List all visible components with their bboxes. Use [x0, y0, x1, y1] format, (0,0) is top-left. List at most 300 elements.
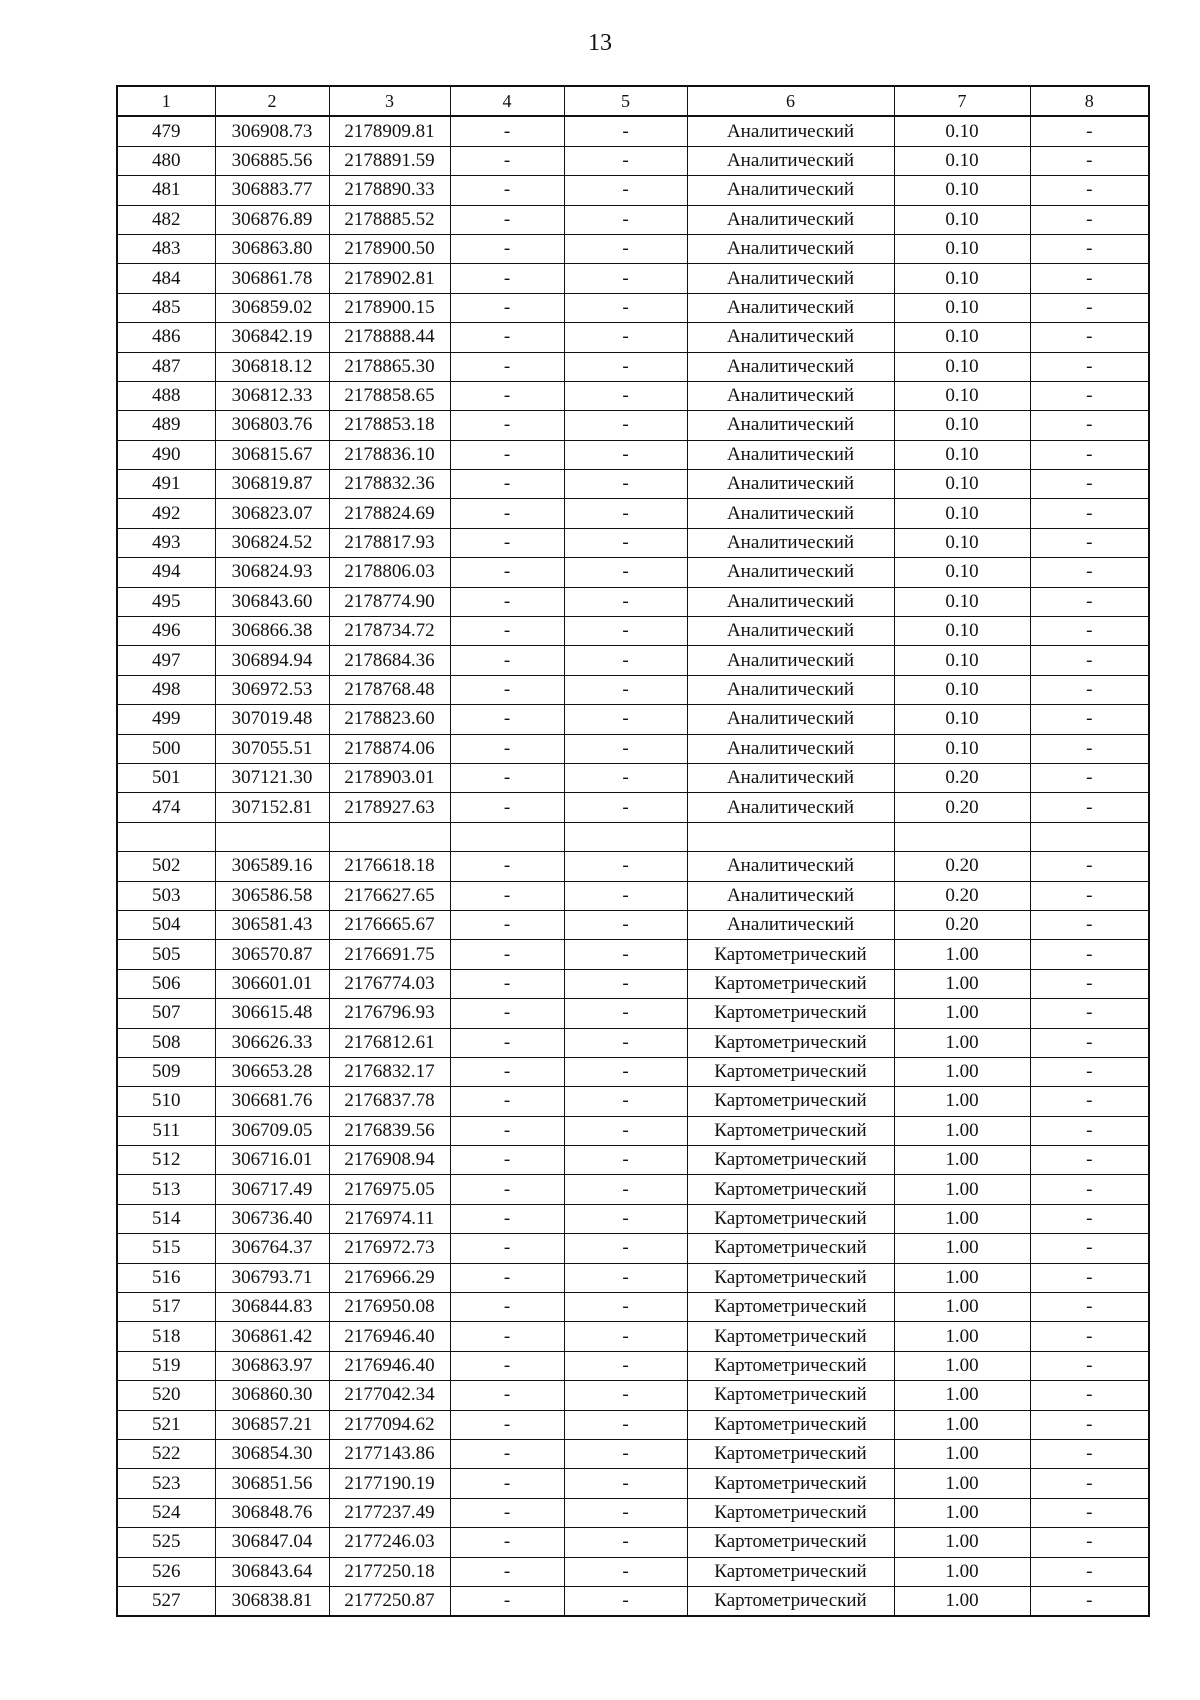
table-row — [117, 1528, 1149, 1557]
cell-col-4-value: - — [450, 940, 564, 969]
cell-col-4-value: - — [450, 176, 564, 205]
cell-x-coordinate: 307055.51 — [215, 734, 329, 763]
cell-col-8-value: - — [1030, 881, 1149, 910]
cell-point-number: 479 — [117, 116, 215, 146]
column-header-7: 7 — [894, 86, 1030, 116]
cell-col-5-value: - — [564, 528, 687, 557]
cell-y-coordinate: 2176665.67 — [329, 910, 450, 939]
cell-col-5-value: - — [564, 1557, 687, 1586]
cell-col-5-value: - — [564, 910, 687, 939]
cell-accuracy: 1.00 — [894, 999, 1030, 1028]
cell-y-coordinate: 2176837.78 — [329, 1087, 450, 1116]
cell-accuracy: 0.10 — [894, 264, 1030, 293]
table-row — [117, 675, 1149, 704]
cell-accuracy: 1.00 — [894, 1263, 1030, 1292]
table-row — [117, 1557, 1149, 1586]
cell-y-coordinate: 2178853.18 — [329, 411, 450, 440]
cell-method: Аналитический — [687, 852, 894, 881]
cell-y-coordinate: 2176691.75 — [329, 940, 450, 969]
cell-method: Картометрический — [687, 1586, 894, 1616]
cell-col-8-value: - — [1030, 234, 1149, 263]
cell-accuracy: 1.00 — [894, 1293, 1030, 1322]
table-row — [117, 852, 1149, 881]
header-row — [117, 86, 1149, 116]
cell-y-coordinate: 2176796.93 — [329, 999, 450, 1028]
cell-col-8-value: - — [1030, 1586, 1149, 1616]
cell-accuracy: 1.00 — [894, 1175, 1030, 1204]
cell-col-5-value: - — [564, 763, 687, 792]
cell-x-coordinate: 307152.81 — [215, 793, 329, 822]
cell-col-8-value: - — [1030, 1087, 1149, 1116]
cell-y-coordinate: 2178888.44 — [329, 323, 450, 352]
cell-x-coordinate: 306859.02 — [215, 293, 329, 322]
cell-col-5-value: - — [564, 499, 687, 528]
cell-y-coordinate: 2178832.36 — [329, 470, 450, 499]
cell-col-4-value: - — [450, 910, 564, 939]
cell-col-8-value: - — [1030, 1146, 1149, 1175]
cell-method: Аналитический — [687, 763, 894, 792]
cell-col-8-value: - — [1030, 293, 1149, 322]
cell-col-4-value: - — [450, 734, 564, 763]
table-row — [117, 1087, 1149, 1116]
cell-col-4-value: - — [450, 352, 564, 381]
cell-method: Картометрический — [687, 1263, 894, 1292]
cell-accuracy: 0.10 — [894, 558, 1030, 587]
cell-x-coordinate: 306824.52 — [215, 528, 329, 557]
cell-col-4-value: - — [450, 1175, 564, 1204]
cell-accuracy: 0.10 — [894, 528, 1030, 557]
cell-method: Аналитический — [687, 646, 894, 675]
cell-col-4-value: - — [450, 852, 564, 881]
cell-accuracy: 0.10 — [894, 440, 1030, 469]
cell-point-number: 496 — [117, 617, 215, 646]
cell-method: Картометрический — [687, 1410, 894, 1439]
cell-y-coordinate: 2178836.10 — [329, 440, 450, 469]
cell-point-number: 502 — [117, 852, 215, 881]
cell-point-number: 503 — [117, 881, 215, 910]
cell-method: Аналитический — [687, 440, 894, 469]
cell-col-5-value: - — [564, 1322, 687, 1351]
cell-col-4-value: - — [450, 999, 564, 1028]
cell-x-coordinate: 306581.43 — [215, 910, 329, 939]
table-row — [117, 558, 1149, 587]
cell-col-5-value: - — [564, 558, 687, 587]
cell-point-number: 522 — [117, 1439, 215, 1468]
cell-y-coordinate: 2176974.11 — [329, 1204, 450, 1233]
table-row — [117, 1028, 1149, 1057]
cell-y-coordinate: 2177250.87 — [329, 1586, 450, 1616]
cell-y-coordinate: 2176950.08 — [329, 1293, 450, 1322]
cell-method: Картометрический — [687, 1351, 894, 1380]
cell-method: Аналитический — [687, 470, 894, 499]
cell-col-5-value: - — [564, 1087, 687, 1116]
cell-accuracy: 1.00 — [894, 1116, 1030, 1145]
cell-col-4-value: - — [450, 1293, 564, 1322]
cell-point-number: 491 — [117, 470, 215, 499]
cell-method: Картометрический — [687, 1087, 894, 1116]
cell-col-5-value: - — [564, 1469, 687, 1498]
cell-col-8-value: - — [1030, 617, 1149, 646]
cell-point-number: 500 — [117, 734, 215, 763]
cell-accuracy: 1.00 — [894, 1322, 1030, 1351]
cell-col-8-value: - — [1030, 999, 1149, 1028]
cell-col-5-value: - — [564, 116, 687, 146]
cell-col-4-value: - — [450, 705, 564, 734]
cell-col-5-value: - — [564, 1028, 687, 1057]
cell-col-8-value: - — [1030, 205, 1149, 234]
cell-y-coordinate: 2178858.65 — [329, 381, 450, 410]
cell-y-coordinate: 2178774.90 — [329, 587, 450, 616]
table-row — [117, 1381, 1149, 1410]
cell-point-number: 480 — [117, 146, 215, 175]
cell-col-5-value: - — [564, 1528, 687, 1557]
cell-col-5-value: - — [564, 411, 687, 440]
table-row — [117, 499, 1149, 528]
cell-point-number: 504 — [117, 910, 215, 939]
table-row — [117, 1204, 1149, 1233]
cell-point-number: 515 — [117, 1234, 215, 1263]
cell-col-5-value: - — [564, 1293, 687, 1322]
cell-method: Аналитический — [687, 734, 894, 763]
cell-accuracy: 0.10 — [894, 205, 1030, 234]
cell-point-number: 482 — [117, 205, 215, 234]
cell-col-5-value: - — [564, 470, 687, 499]
cell-col-5-value: - — [564, 146, 687, 175]
cell-col-4-value: - — [450, 499, 564, 528]
table-row — [117, 116, 1149, 146]
cell-x-coordinate: 306716.01 — [215, 1146, 329, 1175]
column-header-1: 1 — [117, 86, 215, 116]
cell-point-number: 511 — [117, 1116, 215, 1145]
cell-accuracy: 0.10 — [894, 617, 1030, 646]
cell-col-8-value: - — [1030, 440, 1149, 469]
cell-col-4-value: - — [450, 646, 564, 675]
cell-col-8-value: - — [1030, 470, 1149, 499]
cell-col-8-value: - — [1030, 176, 1149, 205]
cell-x-coordinate: 306861.78 — [215, 264, 329, 293]
column-header-2: 2 — [215, 86, 329, 116]
cell-col-5-value: - — [564, 646, 687, 675]
cell-x-coordinate: 306717.49 — [215, 1175, 329, 1204]
cell-accuracy: 0.10 — [894, 176, 1030, 205]
cell-accuracy: 0.10 — [894, 470, 1030, 499]
cell-point-number: 499 — [117, 705, 215, 734]
cell-col-8-value: - — [1030, 1028, 1149, 1057]
table-row — [117, 646, 1149, 675]
cell-point-number: 508 — [117, 1028, 215, 1057]
cell-y-coordinate: 2178768.48 — [329, 675, 450, 704]
cell-method: Аналитический — [687, 587, 894, 616]
cell-col-4-value: - — [450, 234, 564, 263]
cell-point-number: 519 — [117, 1351, 215, 1380]
cell-point-number: 492 — [117, 499, 215, 528]
cell-point-number: 523 — [117, 1469, 215, 1498]
cell-x-coordinate — [215, 822, 329, 851]
cell-col-4-value: - — [450, 1322, 564, 1351]
cell-y-coordinate: 2176627.65 — [329, 881, 450, 910]
column-header-4: 4 — [450, 86, 564, 116]
cell-col-4-value: - — [450, 470, 564, 499]
cell-x-coordinate: 306863.97 — [215, 1351, 329, 1380]
cell-method: Картометрический — [687, 1322, 894, 1351]
cell-x-coordinate: 306861.42 — [215, 1322, 329, 1351]
cell-point-number: 520 — [117, 1381, 215, 1410]
table-row — [117, 1322, 1149, 1351]
cell-point-number: 516 — [117, 1263, 215, 1292]
cell-col-4-value: - — [450, 205, 564, 234]
cell-point-number: 481 — [117, 176, 215, 205]
cell-col-4-value: - — [450, 1410, 564, 1439]
cell-x-coordinate: 306860.30 — [215, 1381, 329, 1410]
cell-method: Аналитический — [687, 381, 894, 410]
table-row — [117, 176, 1149, 205]
cell-point-number: 525 — [117, 1528, 215, 1557]
cell-col-8-value: - — [1030, 1351, 1149, 1380]
cell-x-coordinate: 306812.33 — [215, 381, 329, 410]
cell-col-8-value: - — [1030, 1234, 1149, 1263]
table-row — [117, 705, 1149, 734]
cell-x-coordinate: 306736.40 — [215, 1204, 329, 1233]
cell-col-4-value: - — [450, 1528, 564, 1557]
cell-point-number: 512 — [117, 1146, 215, 1175]
cell-accuracy: 1.00 — [894, 1381, 1030, 1410]
cell-y-coordinate: 2176618.18 — [329, 852, 450, 881]
cell-col-5-value: - — [564, 440, 687, 469]
cell-accuracy: 0.20 — [894, 910, 1030, 939]
cell-col-5-value: - — [564, 381, 687, 410]
cell-x-coordinate: 306764.37 — [215, 1234, 329, 1263]
cell-method: Картометрический — [687, 1498, 894, 1527]
cell-col-8-value: - — [1030, 1557, 1149, 1586]
table-row — [117, 470, 1149, 499]
table-row — [117, 1439, 1149, 1468]
cell-x-coordinate: 306972.53 — [215, 675, 329, 704]
cell-y-coordinate: 2176966.29 — [329, 1263, 450, 1292]
cell-col-8-value: - — [1030, 1528, 1149, 1557]
cell-point-number: 489 — [117, 411, 215, 440]
cell-col-5-value: - — [564, 1175, 687, 1204]
cell-x-coordinate: 307121.30 — [215, 763, 329, 792]
cell-x-coordinate: 306883.77 — [215, 176, 329, 205]
cell-y-coordinate: 2178684.36 — [329, 646, 450, 675]
cell-accuracy: 1.00 — [894, 1028, 1030, 1057]
cell-accuracy: 0.20 — [894, 793, 1030, 822]
cell-col-4-value: - — [450, 528, 564, 557]
column-header-8: 8 — [1030, 86, 1149, 116]
table-row — [117, 440, 1149, 469]
cell-col-8-value: - — [1030, 381, 1149, 410]
cell-point-number: 510 — [117, 1087, 215, 1116]
cell-accuracy — [894, 822, 1030, 851]
table-row — [117, 1498, 1149, 1527]
cell-y-coordinate: 2176975.05 — [329, 1175, 450, 1204]
table-row — [117, 1175, 1149, 1204]
cell-y-coordinate: 2176812.61 — [329, 1028, 450, 1057]
cell-accuracy: 1.00 — [894, 1498, 1030, 1527]
cell-col-4-value — [450, 822, 564, 851]
cell-col-4-value: - — [450, 293, 564, 322]
cell-x-coordinate: 306570.87 — [215, 940, 329, 969]
cell-method: Картометрический — [687, 1293, 894, 1322]
cell-x-coordinate: 306815.67 — [215, 440, 329, 469]
cell-col-5-value: - — [564, 617, 687, 646]
cell-accuracy: 1.00 — [894, 969, 1030, 998]
table-row — [117, 822, 1149, 851]
cell-x-coordinate: 306626.33 — [215, 1028, 329, 1057]
column-header-5: 5 — [564, 86, 687, 116]
cell-col-5-value: - — [564, 264, 687, 293]
cell-y-coordinate: 2178817.93 — [329, 528, 450, 557]
cell-col-5-value: - — [564, 205, 687, 234]
cell-y-coordinate: 2177143.86 — [329, 1439, 450, 1468]
table-row — [117, 793, 1149, 822]
cell-col-8-value: - — [1030, 1116, 1149, 1145]
table-row — [117, 969, 1149, 998]
cell-col-8-value: - — [1030, 587, 1149, 616]
cell-method: Аналитический — [687, 116, 894, 146]
cell-y-coordinate: 2177250.18 — [329, 1557, 450, 1586]
cell-point-number: 521 — [117, 1410, 215, 1439]
cell-method: Аналитический — [687, 617, 894, 646]
cell-accuracy: 1.00 — [894, 1351, 1030, 1380]
cell-accuracy: 0.10 — [894, 646, 1030, 675]
table-row — [117, 734, 1149, 763]
cell-point-number — [117, 822, 215, 851]
cell-accuracy: 0.20 — [894, 852, 1030, 881]
cell-col-5-value: - — [564, 293, 687, 322]
table-row — [117, 1351, 1149, 1380]
cell-col-5-value: - — [564, 1234, 687, 1263]
cell-method: Аналитический — [687, 793, 894, 822]
cell-col-8-value: - — [1030, 1439, 1149, 1468]
cell-accuracy: 0.10 — [894, 705, 1030, 734]
cell-y-coordinate: 2178806.03 — [329, 558, 450, 587]
cell-col-8-value: - — [1030, 852, 1149, 881]
cell-x-coordinate: 306653.28 — [215, 1057, 329, 1086]
cell-x-coordinate: 306854.30 — [215, 1439, 329, 1468]
cell-y-coordinate: 2177190.19 — [329, 1469, 450, 1498]
cell-col-4-value: - — [450, 1263, 564, 1292]
cell-x-coordinate: 306885.56 — [215, 146, 329, 175]
table-header — [117, 86, 1149, 116]
cell-col-8-value: - — [1030, 1498, 1149, 1527]
cell-col-4-value: - — [450, 1469, 564, 1498]
cell-x-coordinate: 306908.73 — [215, 116, 329, 146]
cell-y-coordinate: 2176972.73 — [329, 1234, 450, 1263]
cell-y-coordinate: 2178902.81 — [329, 264, 450, 293]
table-row — [117, 1586, 1149, 1616]
cell-col-4-value: - — [450, 1204, 564, 1233]
cell-point-number: 524 — [117, 1498, 215, 1527]
cell-accuracy: 0.10 — [894, 293, 1030, 322]
cell-x-coordinate: 306838.81 — [215, 1586, 329, 1616]
cell-col-8-value: - — [1030, 1469, 1149, 1498]
cell-x-coordinate: 306848.76 — [215, 1498, 329, 1527]
cell-method: Аналитический — [687, 675, 894, 704]
cell-x-coordinate: 306866.38 — [215, 617, 329, 646]
cell-y-coordinate: 2176774.03 — [329, 969, 450, 998]
cell-x-coordinate: 306844.83 — [215, 1293, 329, 1322]
table-row — [117, 1146, 1149, 1175]
cell-method: Аналитический — [687, 411, 894, 440]
cell-point-number: 517 — [117, 1293, 215, 1322]
cell-col-4-value: - — [450, 1116, 564, 1145]
cell-accuracy: 0.10 — [894, 411, 1030, 440]
cell-col-8-value: - — [1030, 1293, 1149, 1322]
cell-method: Картометрический — [687, 1204, 894, 1233]
cell-x-coordinate: 306842.19 — [215, 323, 329, 352]
cell-col-8-value: - — [1030, 264, 1149, 293]
cell-col-8-value: - — [1030, 793, 1149, 822]
cell-point-number: 490 — [117, 440, 215, 469]
cell-x-coordinate: 306843.60 — [215, 587, 329, 616]
cell-point-number: 495 — [117, 587, 215, 616]
table-row — [117, 940, 1149, 969]
cell-col-8-value: - — [1030, 1204, 1149, 1233]
cell-y-coordinate: 2176946.40 — [329, 1351, 450, 1380]
cell-col-5-value: - — [564, 705, 687, 734]
cell-x-coordinate: 306857.21 — [215, 1410, 329, 1439]
cell-col-5-value: - — [564, 176, 687, 205]
cell-accuracy: 1.00 — [894, 1204, 1030, 1233]
cell-col-5-value: - — [564, 1057, 687, 1086]
cell-col-8-value: - — [1030, 1381, 1149, 1410]
cell-col-5-value: - — [564, 1586, 687, 1616]
cell-method — [687, 822, 894, 851]
cell-method: Аналитический — [687, 881, 894, 910]
cell-x-coordinate: 306843.64 — [215, 1557, 329, 1586]
cell-col-8-value: - — [1030, 146, 1149, 175]
cell-col-5-value — [564, 822, 687, 851]
cell-accuracy: 1.00 — [894, 1087, 1030, 1116]
coordinates-table — [116, 85, 1150, 1617]
cell-y-coordinate: 2177042.34 — [329, 1381, 450, 1410]
cell-accuracy: 0.10 — [894, 323, 1030, 352]
cell-point-number: 527 — [117, 1586, 215, 1616]
cell-method: Картометрический — [687, 1028, 894, 1057]
cell-point-number: 483 — [117, 234, 215, 263]
cell-col-4-value: - — [450, 411, 564, 440]
table-row — [117, 617, 1149, 646]
cell-method: Аналитический — [687, 176, 894, 205]
cell-accuracy: 1.00 — [894, 1528, 1030, 1557]
cell-accuracy: 1.00 — [894, 1439, 1030, 1468]
cell-col-8-value: - — [1030, 499, 1149, 528]
cell-accuracy: 0.10 — [894, 587, 1030, 616]
table-row — [117, 1263, 1149, 1292]
cell-y-coordinate: 2178885.52 — [329, 205, 450, 234]
cell-col-8-value: - — [1030, 323, 1149, 352]
table-row — [117, 1469, 1149, 1498]
cell-col-8-value: - — [1030, 1263, 1149, 1292]
cell-y-coordinate: 2176839.56 — [329, 1116, 450, 1145]
cell-col-5-value: - — [564, 734, 687, 763]
cell-point-number: 497 — [117, 646, 215, 675]
cell-col-4-value: - — [450, 969, 564, 998]
cell-accuracy: 1.00 — [894, 1057, 1030, 1086]
cell-x-coordinate: 306851.56 — [215, 1469, 329, 1498]
cell-method: Картометрический — [687, 1381, 894, 1410]
cell-method: Картометрический — [687, 1116, 894, 1145]
cell-col-5-value: - — [564, 1439, 687, 1468]
cell-method: Картометрический — [687, 999, 894, 1028]
cell-col-8-value: - — [1030, 910, 1149, 939]
cell-method: Картометрический — [687, 1175, 894, 1204]
cell-y-coordinate: 2178874.06 — [329, 734, 450, 763]
cell-accuracy: 0.20 — [894, 763, 1030, 792]
cell-y-coordinate: 2176908.94 — [329, 1146, 450, 1175]
cell-accuracy: 1.00 — [894, 1234, 1030, 1263]
